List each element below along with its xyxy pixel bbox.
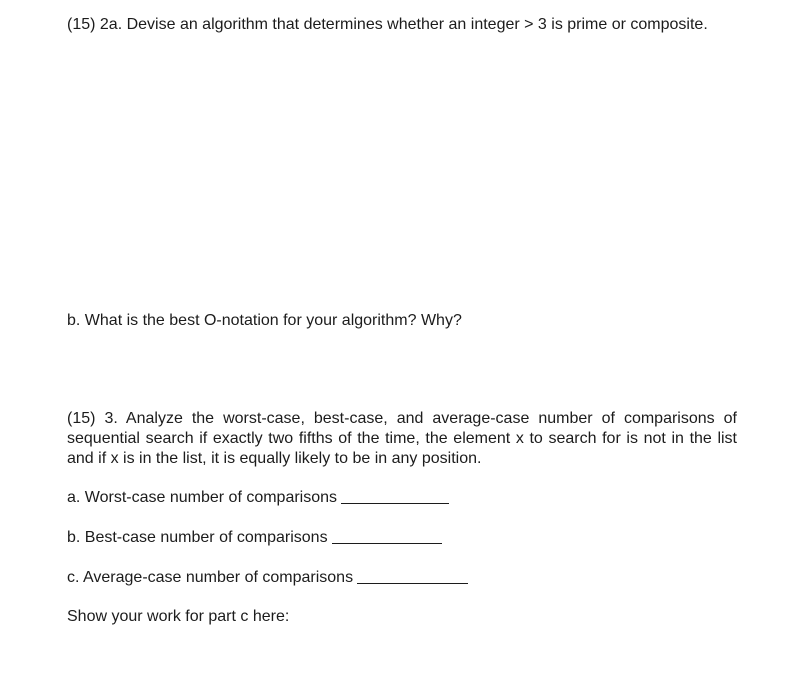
answer-average-case-label: c. Average-case number of comparisons: [67, 569, 354, 586]
work-prompt: Show your work for part c here:: [67, 608, 290, 625]
answer-best-case-blank: [332, 542, 442, 544]
answer-best-case-label: b. Best-case number of comparisons: [67, 529, 328, 546]
answer-average-case: [67, 568, 468, 588]
question-2b: b. What is the best O-notation for your algorithm? Why?: [67, 312, 462, 329]
answer-worst-case-blank: [341, 502, 449, 504]
answer-best-case: [67, 528, 442, 548]
question-2a: (15) 2a. Devise an algorithm that determines whether an integer > 3 is prime or composite.: [67, 16, 708, 33]
answer-worst-case: [67, 488, 449, 508]
answer-worst-case-label: a. Worst-case number of comparisons: [67, 489, 338, 506]
answer-average-case-blank: [357, 582, 468, 584]
question-3: (15) 3. Analyze the worst-case, best-case, and average-case number of comparisons of sequential search if exactly two fifths of the time, the element x to search for is not in the list and if x is in the list, it is equally likely to be in any position.: [67, 410, 737, 467]
